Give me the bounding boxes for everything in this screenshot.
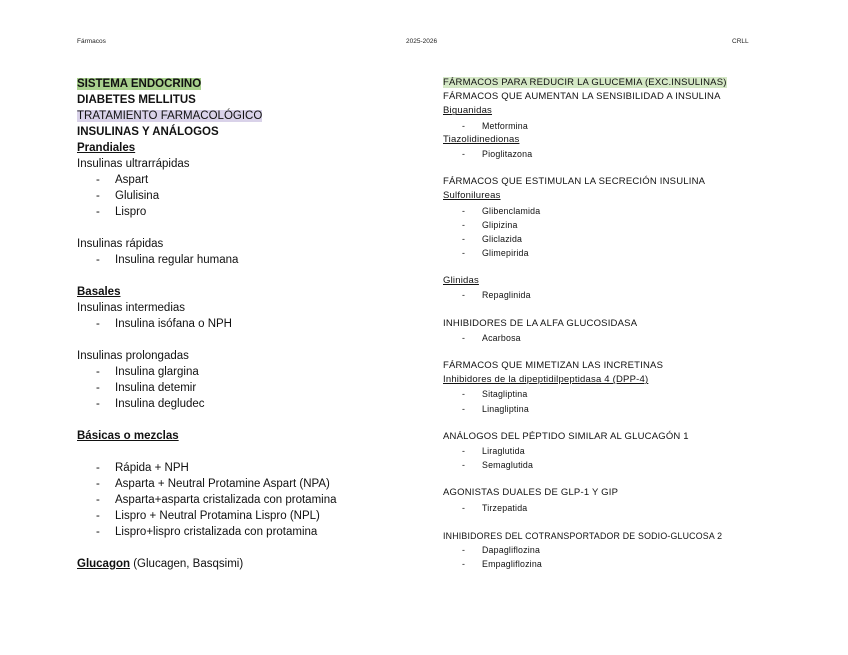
list-item: - Tirzepatida (443, 501, 773, 515)
subheading-glinidas: Glinidas (443, 275, 479, 287)
list-item: - Pioglitazona (443, 147, 773, 161)
section-glucagon: Glucagon (77, 558, 131, 570)
list-item: - Lispro (77, 204, 407, 220)
header-left: Fármacos (77, 38, 106, 45)
heading-agonistas-duales: AGONISTAS DUALES DE GLP-1 Y GIP (443, 487, 619, 499)
heading-sglt2: INHIBIDORES DEL COTRANSPORTADOR DE SODIO-GLUCOSA 2 (443, 530, 723, 541)
list-item: - Insulina isófana o NPH (77, 316, 407, 332)
heading-alfa-glucosidasa: INHIBIDORES DE LA ALFA GLUCOSIDASA (443, 317, 638, 329)
subheading-biguanidas: Biguanidas (443, 105, 493, 117)
subheading-dpp4: Inhibidores de la dipeptidilpeptidasa 4 (DPP-4) (443, 374, 649, 386)
section-mezclas: Básicas o mezclas (77, 430, 179, 442)
right-column (443, 76, 773, 571)
subheading-sulfonilureas: Sulfonilureas (443, 190, 501, 202)
list-item: - Rápida + NPH (77, 460, 407, 476)
heading-glp1: ANÁLOGOS DEL PÉPTIDO SIMILAR AL GLUCAGÓN 1 (443, 430, 689, 442)
list-item: - Glipizina (443, 218, 773, 232)
list-item: - Lispro + Neutral Protamina Lispro (NPL) (77, 508, 407, 524)
list-item: - Linagliptina (443, 402, 773, 416)
heading-reducir-glucemia: FÁRMACOS PARA REDUCIR LA GLUCEMIA (EXC.INSULINAS) (443, 77, 727, 88)
list-item: - Sitagliptina (443, 387, 773, 401)
list-item: - Asparta + Neutral Protamine Aspart (NPA) (77, 476, 407, 492)
heading-sistema-endocrino: SISTEMA ENDOCRINO (77, 78, 202, 90)
list-item: - Asparta+asparta cristalizada con protamina (77, 492, 407, 508)
list-item: - Insulina degludec (77, 396, 407, 412)
list-item: - Insulina detemir (77, 380, 407, 396)
list-item: - Glibenclamida (443, 204, 773, 218)
list-item: - Semaglutida (443, 458, 773, 472)
list-item: - Acarbosa (443, 331, 773, 345)
header-right: CRLL (732, 38, 749, 45)
list-item: - Insulina regular humana (77, 252, 407, 268)
heading-insulinas: INSULINAS Y ANÁLOGOS (77, 126, 219, 138)
list-item: - Lispro+lispro cristalizada con protamina (77, 524, 407, 540)
list-item: - Repaglinida (443, 288, 773, 302)
subheading-intermedias: Insulinas intermedias (77, 302, 186, 314)
subheading-ultrarrapidas: Insulinas ultrarrápidas (77, 158, 190, 170)
heading-diabetes: DIABETES MELLITUS (77, 94, 196, 106)
list-item: - Gliclazida (443, 232, 773, 246)
list-item: - Metformina (443, 119, 773, 133)
heading-incretinas: FÁRMACOS QUE MIMETIZAN LAS INCRETINAS (443, 360, 664, 371)
list-item: - Glimepirida (443, 246, 773, 260)
subheading-prolongadas: Insulinas prolongadas (77, 350, 189, 362)
header-center: 2025-2026 (406, 38, 438, 45)
list-item: - Liraglutida (443, 444, 773, 458)
heading-secrecion: FÁRMACOS QUE ESTIMULAN LA SECRECIÓN INSULINA (443, 176, 706, 188)
glucagon-brands: (Glucagen, Basqsimi) (130, 558, 244, 570)
left-column (77, 76, 407, 572)
heading-tratamiento: TRATAMIENTO FARMACOLÓGICO (77, 110, 263, 122)
section-basales: Basales (77, 286, 121, 298)
subheading-tiazolidinedionas: Tiazolidinedionas (443, 133, 520, 145)
subheading-rapidas: Insulinas rápidas (77, 238, 164, 250)
list-item: - Glulisina (77, 188, 407, 204)
heading-sensibilidad: FÁRMACOS QUE AUMENTAN LA SENSIBILIDAD A INSULINA (443, 91, 721, 103)
list-item: - Dapagliflozina (443, 543, 773, 557)
list-item: - Insulina glargina (77, 364, 407, 380)
list-item: - Aspart (77, 172, 407, 188)
glucagon-line (77, 556, 407, 572)
list-item: - Empagliflozina (443, 557, 773, 571)
section-prandiales: Prandiales (77, 142, 136, 154)
